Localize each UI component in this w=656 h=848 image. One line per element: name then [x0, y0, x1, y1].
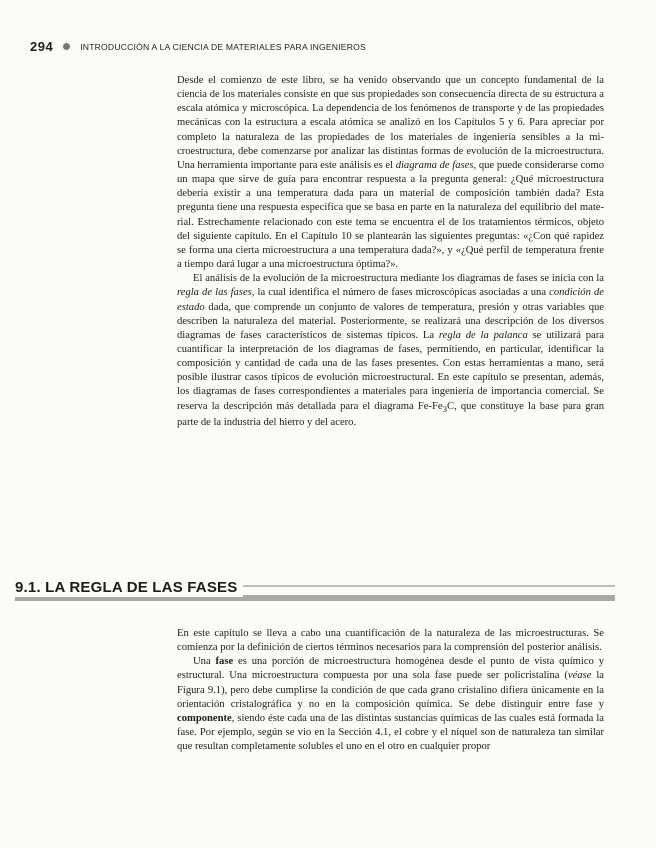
subscript: 3	[442, 403, 447, 414]
text-run: la Figura 9.1), pero debe cumplirse la condición de que cada grano cristalino difiera únicamente en la orientación cristalográfica y no en la composición química. Se debe distinguir entre fase y	[177, 670, 605, 710]
section-heading	[15, 579, 615, 605]
intro-text-block	[177, 74, 604, 430]
text-run: C, que constituye la base para gran parte de la industria del hierro y del acero.	[177, 400, 604, 428]
running-head	[30, 39, 366, 54]
defined-term: componente	[177, 712, 232, 724]
body-paragraph	[177, 74, 604, 272]
text-run: Una	[193, 656, 216, 668]
text-run: Desde el comienzo de este libro, se ha venido observando que un concepto fundamental de la ciencia de los materiales consiste en que sus propiedades son consecuencia directa de su estructura a escala atómica y microscópica. La dependencia de los fenómenos de transporte y de las propiedades mecánicas con la estructura a escala atómica se analizó en los Capítulos 5 y 6. Para apreciar por completo la naturaleza de las propiedades de los materiales de ingeniería sensibles a la microestructura, debe comenzarse por analizar las distintas formas de evolución de la microestructura. Una herramienta importante para este análisis es el	[177, 75, 604, 171]
text-run: , que puede considerarse como un mapa que sirve de guía para encontrar respuesta a la pregunta general: ¿Qué microestructura debería existir a una temperatura dada para un material de composición también dada? Esta pregunta tiene una respuesta específica que se basa en parte en la naturaleza del equilibrio del material. Estrechamente relacionado con este tema se encuentra el de los tratamientos térmicos, objeto del siguiente capítulo. En el Capítulo 10 se plantearán las siguientes preguntas: «¿Con qué rapidez se forma una cierta microestructura a una temperatura dada?», y «¿Qué perfil de temperatura frente a tiempo dará lugar a una microestructura óptima?».	[177, 159, 605, 271]
heading-rule-thin	[205, 585, 615, 587]
bullet-icon	[63, 43, 70, 50]
text-run: dada, que comprende un conjunto de valores de temperatura, presión y otras variables que describen la naturaleza del material. Posteriormente, se realizará una descripción de los diversos diagramas de fases característicos de sistemas típicos. La	[177, 301, 604, 341]
text-run: En este capítulo se lleva a cabo una cuantificación de la naturaleza de las microestructuras. Se comienza por la definición de ciertos términos necesarios para la comprensión del posterior análisis.	[177, 628, 604, 654]
body-paragraph	[177, 655, 604, 754]
body-paragraph	[177, 627, 604, 655]
body-paragraph	[177, 272, 604, 430]
emphasis-term: condición de estado	[177, 287, 604, 313]
emphasis-term: regla de la palanca	[438, 329, 528, 341]
emphasis-term: regla de las fases	[177, 287, 252, 299]
emphasis-term: véase	[567, 670, 592, 682]
page-number: 294	[30, 39, 54, 54]
text-run: es una porción de microestructura homogénea desde el punto de vista químico y estructural. Una microestructura compuesta por una sola fase puede ser policristalina (	[177, 656, 604, 682]
defined-term: fase	[215, 656, 234, 668]
section-text-block	[177, 627, 604, 754]
emphasis-term: diagrama de fases	[395, 159, 474, 171]
text-run: El análisis de la evolución de la microestructura mediante los diagramas de fases se inicia con la	[193, 273, 604, 285]
book-title: INTRODUCCIÓN A LA CIENCIA DE MATERIALES PARA INGENIEROS	[80, 41, 366, 52]
section-title: 9.1. LA REGLA DE LAS FASES	[15, 579, 243, 597]
text-run: , siendo éste cada una de las distintas sustancias químicas de las cuales está formada la fase. Por ejemplo, según se vio en la Sección 4.1, el cobre y el níquel son de naturaleza tan similar que resultan completamente solubles el uno en el otro en cualquier propor	[177, 712, 604, 753]
text-run: se utilizará para cuantificar la interpretación de los diagramas de fases, permitiendo, en particular, identificar la composición y cantidad de cada una de las fases presentes. Con estas herramientas a mano, será posible ilustrar casos típicos de evolución microestructural. En este capítulo se presentan, además, los diagramas de fases correspondientes a materiales para ingeniería de importancia comercial. Se reserva la descripción más detallada para el diagrama Fe-Fe	[177, 329, 604, 412]
text-run: , la cual identifica el número de fases microscópicas asociadas a una	[251, 287, 550, 299]
